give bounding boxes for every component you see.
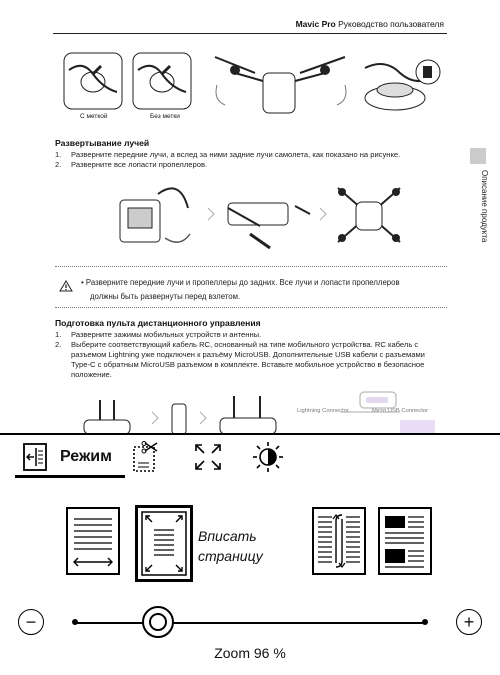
fit-page-label [198, 526, 263, 566]
propeller-mount-figure [360, 48, 445, 118]
zoom-slider-area [0, 603, 500, 643]
reader-settings-panel [0, 433, 500, 675]
crop-icon [131, 441, 163, 473]
page-mode-icon [22, 442, 48, 472]
tab-fullscreen[interactable] [193, 441, 223, 473]
section2-item-1 [55, 330, 261, 340]
header-title: Руководство пользователя [338, 19, 444, 29]
zoom-slider-track[interactable] [75, 622, 425, 624]
lightning-connector-label: Lightning Connector [297, 408, 349, 414]
fit-page-label-line-2: страницу [198, 548, 263, 564]
fit-width-option[interactable] [66, 507, 120, 580]
tab-contrast[interactable] [252, 441, 284, 473]
item-text: Разверните передние лучи, а вслед за ними задние лучи самолета, как показано на рисунке. [71, 150, 401, 159]
zoom-slider-knob[interactable] [142, 606, 174, 638]
active-tab-indicator [15, 475, 125, 478]
propeller-mark-figure [63, 52, 193, 114]
reflow-option[interactable] [312, 507, 366, 580]
item-text-line-1: Выберите соответствующий кабель RC, основанный на типе мобильного устройства. RC кабель с [71, 340, 419, 349]
section-tab-marker [470, 148, 486, 164]
page-header [296, 19, 444, 29]
item-number: 2. [55, 340, 62, 349]
zoom-in-button[interactable] [456, 609, 482, 635]
section1-item-2 [55, 160, 207, 170]
warning-text [81, 276, 411, 304]
connector-figure [340, 386, 435, 433]
warning-box [55, 266, 447, 308]
item-number: 1. [55, 150, 62, 159]
section2-heading: Подготовка пульта дистанционного управления [55, 318, 261, 328]
zoom-out-button[interactable] [18, 609, 44, 635]
zoom-track-start [72, 619, 78, 625]
item-text-line-2: разъемом Lightning уже подключен к разъёму MicroUSB. Дополнительные USB кабели с разъемами [71, 350, 425, 359]
tab-mode[interactable] [22, 441, 112, 473]
contrast-icon [252, 441, 284, 473]
fullscreen-icon [193, 442, 223, 472]
header-divider [53, 33, 447, 34]
original-layout-option[interactable] [378, 507, 432, 580]
reflow-icon [312, 507, 366, 575]
item-text-line-4: положение. [71, 370, 112, 379]
tab-crop[interactable] [131, 441, 163, 473]
fit-page-icon [138, 508, 190, 579]
caption-with-mark: С меткой [80, 113, 108, 120]
plus-icon: + [463, 612, 475, 632]
fit-width-icon [66, 507, 120, 575]
minus-icon: − [25, 612, 37, 632]
drone-top-figure [205, 45, 355, 120]
warning-line-2: должны быть развернуты перед взлетом. [90, 292, 241, 301]
micro-usb-connector-label: Micro USB Connector [372, 408, 429, 414]
remote-controller-figure [70, 390, 290, 433]
item-text-line-3: Type-C с обратным MicroUSB разъемом в комплекте. Вставьте мобильное устройство в безопасное [71, 360, 425, 369]
item-text: Разверните зажимы мобильных устройств и антенны. [71, 330, 262, 339]
warning-icon [59, 280, 73, 292]
item-text: Разверните все лопасти пропеллеров. [71, 160, 208, 169]
zoom-track-end [422, 619, 428, 625]
fit-page-option[interactable] [135, 505, 193, 582]
section-side-label: Описание продукта [480, 170, 489, 243]
header-brand: Mavic Pro [295, 19, 336, 29]
unfolding-sequence-figure [110, 178, 410, 258]
knob-inner-ring [149, 613, 167, 631]
zoom-level-text: Zoom 96 % [214, 645, 286, 661]
settings-tabbar [0, 435, 500, 479]
warning-line-1: • Разверните передние лучи и пропеллеры до задних. Все лучи и лопасти пропеллеров [81, 278, 400, 287]
caption-without-mark: Без метки [150, 113, 180, 120]
section1-item-1 [55, 150, 400, 160]
item-number: 1. [55, 330, 62, 339]
section2-item-2 [55, 340, 447, 380]
tab-mode-label: Режим [60, 448, 112, 465]
fit-page-label-line-1: Вписать [198, 528, 257, 544]
section1-heading: Развертывание лучей [55, 138, 150, 148]
original-layout-icon [378, 507, 432, 575]
item-number: 2. [55, 160, 62, 169]
